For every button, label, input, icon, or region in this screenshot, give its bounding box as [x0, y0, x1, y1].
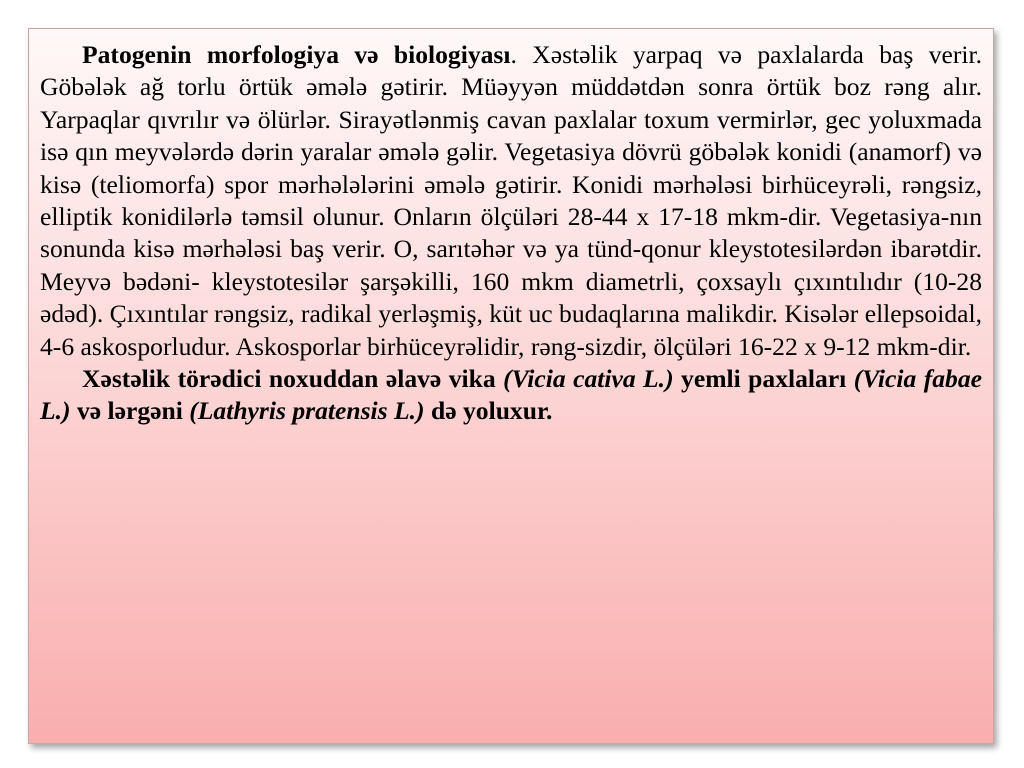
host-text-1: Xəstəlik törədici noxuddan əlavə vika: [82, 364, 504, 394]
host-text-2: yemli paxlaları: [673, 364, 854, 394]
paragraph-host-plants: [40, 363, 982, 428]
host-text-4: də yoluxur.: [424, 396, 553, 426]
species-lathyris-pratensis: (Lathyris pratensis L.): [189, 396, 425, 426]
host-text-3: və lərgəni: [70, 396, 190, 426]
species-vicia-fabae: (Vicia fabae L.): [40, 364, 982, 426]
paragraph-heading: Patogenin morfologiya və biologiyası: [82, 40, 511, 69]
species-vicia-cativa: (Vicia cativa L.): [503, 364, 674, 394]
paragraph-pathogen-morphology: [40, 39, 982, 363]
text-box: [28, 28, 994, 744]
paragraph-body: Xəstəlik yarpaq və paxlalarda baş verir. Göbələk ağ torlu örtük əmələ gətirir. Müəyyən müddətdən sonra örtük boz rəng alır. Yarpaqlar qıvrılır və ölürlər. Sirayətlənmiş cavan paxlalar toxum vermirlər, gec yoluxmada isə qın meyvələrdə dərin yaralar əmələ gəlir. Vegetasiya dövrü göbələk konidi (anamorf) və kisə (teliomorfa) spor mərhələlərini əmələ gətirir. Konidi mərhələsi birhüceyrəli, rəngsiz, elliptik konidilərlə təmsil olunur. Onların ölçüləri 28-44 x 17-18 mkm-dir. Vegetasiya-nın sonunda kisə mərhələsi baş verir. O, sarıtəhər və ya tünd-qonur kleystotesilərdən ibarətdir. Meyvə bədəni- kleystotesilər şarşəkilli, 160 mkm diametrli, çoxsaylı çıxıntılıdır (10-28 ədəd). Çıxıntılar rəngsiz, radikal yerləşmiş, küt uc budaqlarına malikdir. Kisələr ellepsoidal, 4-6 askosporludur. Askosporlar birhüceyrəlidir, rəng-sizdir, ölçüləri 16-22 x 9-12 mkm-dir.: [40, 40, 982, 361]
heading-punctuation: .: [510, 40, 517, 69]
